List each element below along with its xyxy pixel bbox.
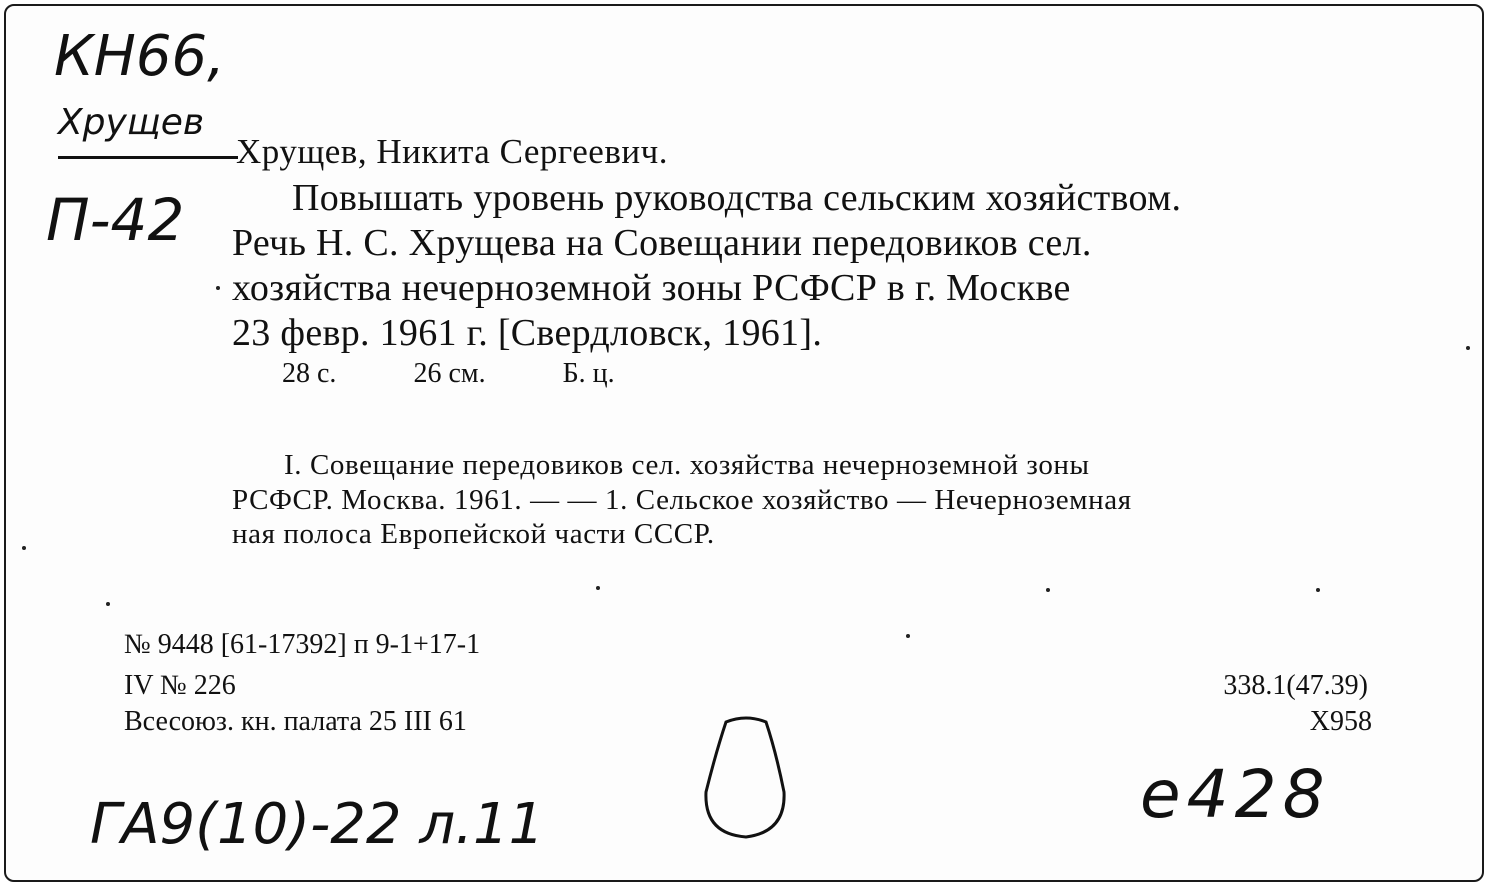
technical-line-3: Всесоюз. кн. палата 25 III 61 [124,706,467,737]
handwritten-author: Хрущев [58,102,205,143]
catalog-card [4,4,1484,882]
handwritten-bottom-right: е428 [1140,756,1331,833]
punch-hole-outline [696,712,796,842]
author-heading: Хрущев, Никита Сергеевич. [236,132,668,171]
collation-pages: 28 с. [282,358,337,389]
title-line-2: Речь Н. С. Хрущева на Совещании передовиков сел. [232,222,1092,264]
collation-price: Б. ц. [562,358,615,389]
subject-line-2: РСФСР. Москва. 1961. — — 1. Сельское хозяйство — Нечерноземная [232,484,1132,516]
handwritten-code: П-42 [46,186,185,254]
scan-speck [906,634,910,638]
title-line-4: 23 февр. 1961 г. [Свердловск, 1961]. [232,312,823,354]
scan-speck [1046,588,1050,592]
collation [282,358,685,390]
title-line-3: хозяйства нечерноземной зоны РСФСР в г. Москве [232,267,1071,309]
classification-author-mark: Х958 [1309,706,1372,737]
title-line-1: Повышать уровень руководства сельским хозяйством. [292,177,1182,219]
subject-line-3: ная полоса Европейской части СССР. [232,518,715,550]
scan-speck [22,546,26,550]
classification-udc: 338.1(47.39) [1223,670,1368,701]
scan-speck [1466,346,1470,350]
scan-speck [106,602,110,606]
collation-size: 26 см. [413,358,486,389]
handwritten-bottom-left: ГА9(10)-22 л.11 [90,792,545,857]
scan-speck [1316,588,1320,592]
subject-line-1: I. Совещание передовиков сел. хозяйства нечерноземной зоны [284,449,1090,481]
scan-speck [596,586,600,590]
handwritten-shelf-mark: КН66, [54,24,225,89]
handwritten-underline [58,156,238,159]
technical-line-2: IV № 226 [124,670,236,701]
scan-speck [216,286,220,290]
technical-line-1: № 9448 [61-17392] п 9-1+17-1 [124,629,481,660]
